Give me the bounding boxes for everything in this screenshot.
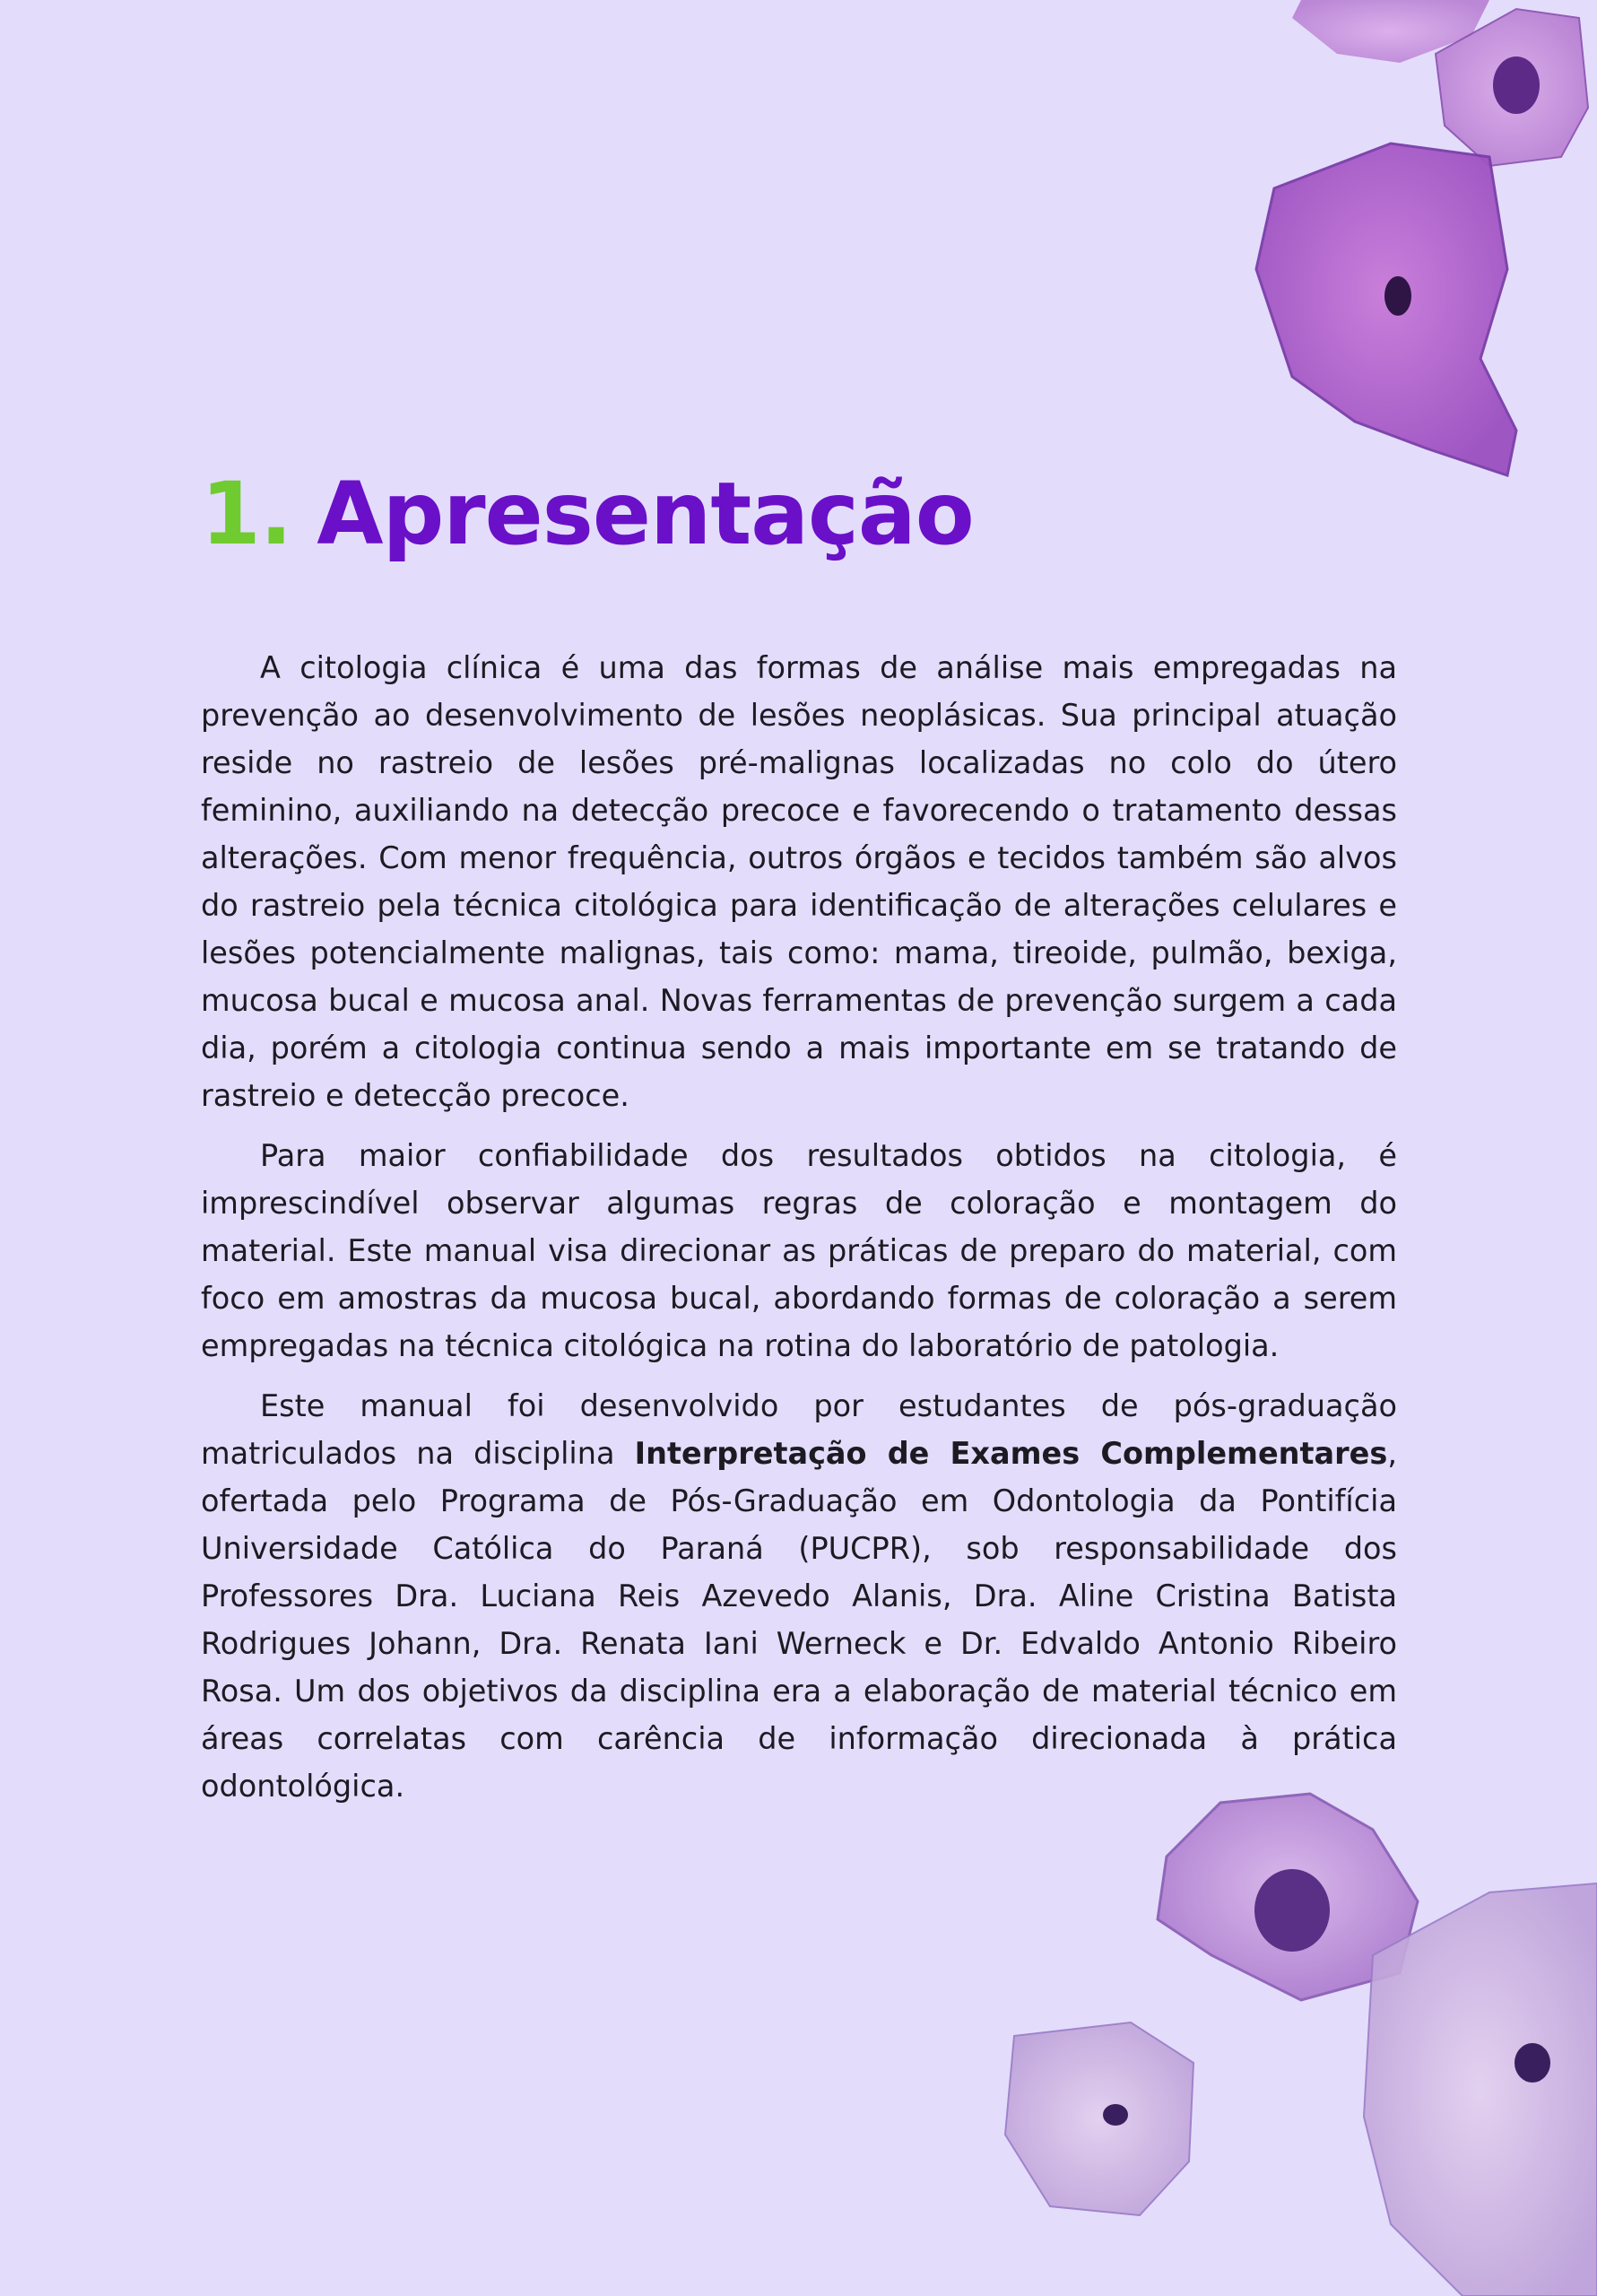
- cell-nucleus: [1254, 1869, 1330, 1952]
- paragraph-3-end: , ofertada pelo Programa de Pós-Graduação em Odontologia da Pontifícia Universidade Católica do Paraná (PUCPR), sob responsabilidade dos Professores Dra. Luciana Reis Azevedo Alanis, Dra. Aline Cristina Batista Rodrigues Johann, Dra. Renata Iani Werneck e Dr. Edvaldo Antonio Ribeiro Rosa. Um dos objetivos da disciplina era a elaboração de material técnico em áreas correlatas com carência de informação direcionada à prática odontológica.: [201, 1436, 1397, 1804]
- cell-shape: [1256, 144, 1516, 475]
- section-number: 1.: [201, 464, 292, 564]
- paragraph-2: Para maior confiabilidade dos resultados obtidos na citologia, é imprescindível observar algumas regras de coloração e montagem do material. Este manual visa direcionar as práticas de preparo do material, com foco em amostras da mucosa bucal, abordando formas de coloração a serem empregadas na técnica citológica na rotina do laboratório de patologia.: [201, 1138, 1397, 1363]
- section-title: [201, 465, 1397, 563]
- cell-nucleus: [1493, 57, 1540, 114]
- cell-shape: [1364, 1883, 1597, 2296]
- cell-illustration-top: [1113, 0, 1597, 502]
- course-name: Interpretação de Exames Complementares: [634, 1436, 1388, 1471]
- cell-nucleus: [1384, 276, 1411, 316]
- cell-illustration-bottom: [987, 1776, 1597, 2296]
- paragraph-1: A citologia clínica é uma das formas de análise mais empregadas na prevenção ao desenvolvimento de lesões neoplásicas. Sua principal atuação reside no rastreio de lesões pré-malignas localizadas no colo do útero feminino, auxiliando na detecção precoce e favorecendo o tratamento dessas alterações. Com menor frequência, outros órgãos e tecidos também são alvos do rastreio pela técnica citológica para identificação de alterações celulares e lesões potencialmente malignas, tais como: mama, tireoide, pulmão, bexiga, mucosa bucal e mucosa anal. Novas ferramentas de prevenção surgem a cada dia, porém a citologia continua sendo a mais importante em se tratando de rastreio e detecção precoce.: [201, 650, 1397, 1113]
- cell-nucleus: [1515, 2043, 1550, 2083]
- paragraph-3: [201, 1382, 1397, 1810]
- section-title-text: Apresentação: [317, 464, 974, 564]
- paragraph-3-start: Este manual foi desenvolvido por estudantes de pós-graduação matriculados na disciplina: [201, 1388, 1397, 1471]
- cell-nucleus: [1103, 2104, 1128, 2126]
- main-content: [201, 465, 1397, 1822]
- cell-shape: [1005, 2022, 1193, 2215]
